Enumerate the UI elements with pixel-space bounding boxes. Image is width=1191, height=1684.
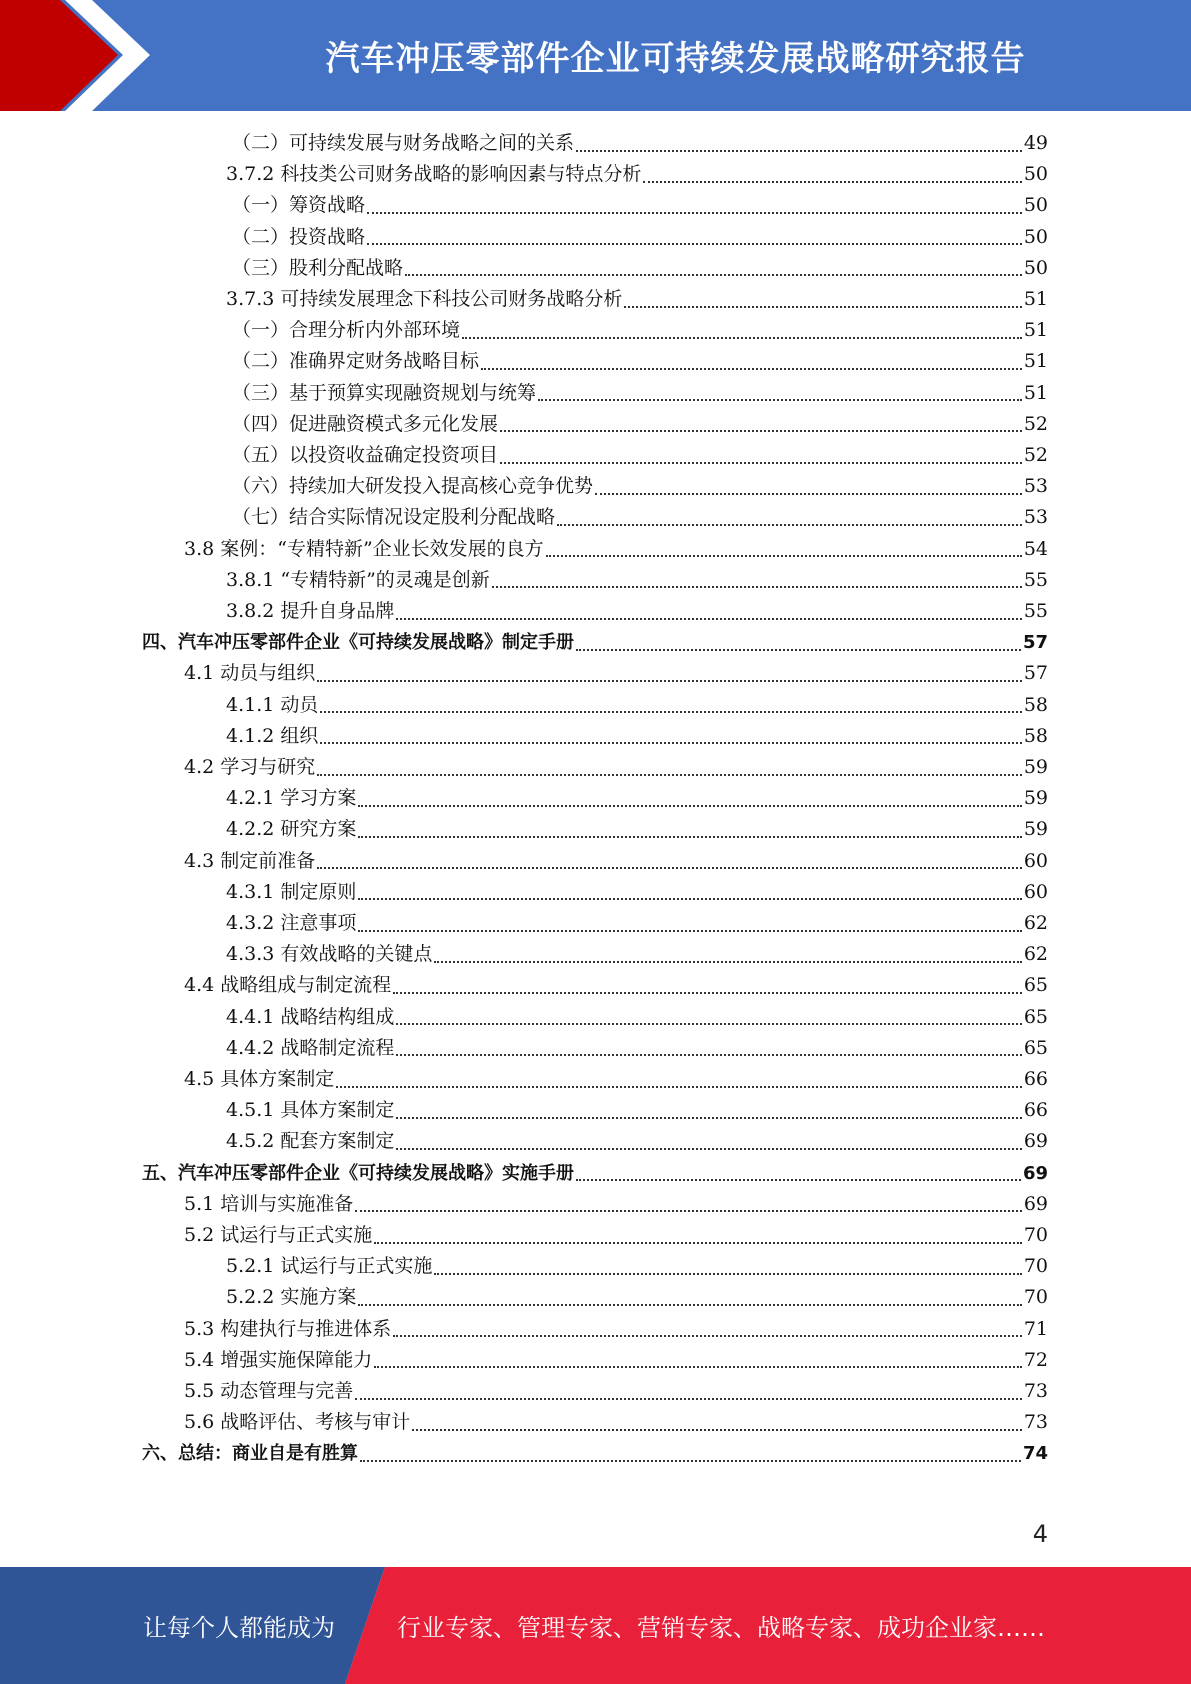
toc-dot-leader xyxy=(396,1054,1021,1056)
toc-entry-title: 六、总结：商业自是有胜算 xyxy=(142,1443,358,1465)
toc-entry-page: 51 xyxy=(1023,288,1048,310)
toc-entry[interactable] xyxy=(226,877,1048,908)
toc-entry-title: 5.4 增强实施保障能力 xyxy=(184,1348,373,1371)
page-number: 4 xyxy=(1032,1520,1048,1548)
toc-entry[interactable] xyxy=(226,814,1048,845)
toc-dot-leader xyxy=(396,1148,1021,1150)
toc-dot-leader xyxy=(396,1023,1021,1025)
toc-entry-title: （一）筹资战略 xyxy=(232,194,366,217)
toc-entry-title: 3.7.3 可持续发展理念下科技公司财务战略分析 xyxy=(226,288,623,310)
toc-entry-page: 58 xyxy=(1023,724,1048,747)
toc-entry-page: 73 xyxy=(1023,1411,1048,1434)
toc-entry[interactable] xyxy=(226,1251,1048,1282)
toc-entry[interactable] xyxy=(184,1064,1048,1095)
toc-entry[interactable] xyxy=(226,908,1048,939)
toc-entry-page: 57 xyxy=(1022,632,1048,654)
toc-dot-leader xyxy=(355,1398,1022,1400)
toc-entry[interactable] xyxy=(232,315,1048,346)
toc-dot-leader xyxy=(355,1210,1022,1212)
toc-entry[interactable] xyxy=(184,1220,1048,1251)
toc-entry-title: 5.2.1 试运行与正式实施 xyxy=(226,1255,433,1278)
toc-entry-page: 72 xyxy=(1023,1348,1048,1371)
toc-dot-leader xyxy=(624,306,1021,308)
toc-entry[interactable] xyxy=(184,1345,1048,1376)
toc-entry[interactable] xyxy=(184,970,1048,1001)
toc-dot-leader xyxy=(500,430,1022,432)
toc-dot-leader xyxy=(405,274,1022,276)
toc-entry[interactable] xyxy=(232,253,1048,284)
toc-entry[interactable] xyxy=(226,284,1048,315)
toc-entry-title: 4.1.2 组织 xyxy=(226,724,319,747)
toc-entry-page: 49 xyxy=(1023,132,1048,154)
toc-entry-page: 51 xyxy=(1023,381,1048,404)
toc-entry-page: 53 xyxy=(1023,475,1048,498)
toc-dot-leader xyxy=(358,930,1021,932)
toc-entry-title: 4.5 具体方案制定 xyxy=(184,1068,335,1090)
toc-entry[interactable] xyxy=(232,190,1048,221)
toc-dot-leader xyxy=(367,212,1022,214)
toc-entry-page: 71 xyxy=(1023,1317,1048,1340)
toc-entry-page: 60 xyxy=(1023,880,1048,903)
toc-entry-title: （二）准确界定财务战略目标 xyxy=(232,350,480,373)
toc-entry-title: （六）持续加大研发投入提高核心竞争优势 xyxy=(232,475,594,498)
toc-entry-title: 4.5.1 具体方案制定 xyxy=(226,1099,395,1122)
toc-dot-leader xyxy=(358,1304,1021,1306)
toc-entry-page: 55 xyxy=(1023,600,1048,622)
toc-dot-leader xyxy=(576,150,1022,152)
toc-entry-page: 59 xyxy=(1023,756,1048,778)
toc-entry-page: 51 xyxy=(1023,350,1048,373)
toc-entry-page: 65 xyxy=(1023,1036,1048,1059)
toc-entry[interactable] xyxy=(226,159,1048,190)
toc-entry-title: 五、汽车冲压零部件企业《可持续发展战略》实施手册 xyxy=(142,1162,574,1184)
toc-entry-title: （二）可持续发展与财务战略之间的关系 xyxy=(232,132,575,154)
toc-entry[interactable] xyxy=(226,565,1048,596)
toc-dot-leader xyxy=(500,462,1022,464)
toc-entry-title: 4.1 动员与组织 xyxy=(184,662,316,685)
toc-entry-title: 3.7.2 科技类公司财务战略的影响因素与特点分析 xyxy=(226,163,642,186)
toc-entry-page: 62 xyxy=(1023,912,1048,934)
toc-entry-page: 53 xyxy=(1023,506,1048,529)
toc-entry-page: 54 xyxy=(1023,537,1048,560)
toc-entry-title: 四、汽车冲压零部件企业《可持续发展战略》制定手册 xyxy=(142,632,574,654)
toc-dot-leader xyxy=(393,1335,1022,1337)
toc-dot-leader xyxy=(358,805,1021,807)
footer-slogan-left: 让每个人都能成为 xyxy=(143,1614,335,1642)
toc-entry-page: 69 xyxy=(1023,1130,1048,1153)
toc-entry[interactable] xyxy=(226,939,1048,970)
toc-entry-page: 59 xyxy=(1023,818,1048,841)
toc-entry-page: 74 xyxy=(1022,1443,1048,1465)
toc-entry-title: （二）投资战略 xyxy=(232,225,366,248)
toc-entry-title: （三）基于预算实现融资规划与统筹 xyxy=(232,381,537,404)
toc-entry[interactable] xyxy=(232,222,1048,253)
toc-entry[interactable] xyxy=(142,627,1048,658)
toc-entry-title: 4.2.2 研究方案 xyxy=(226,818,357,841)
toc-entry[interactable] xyxy=(184,1189,1048,1220)
toc-entry-title: 5.2.2 实施方案 xyxy=(226,1286,357,1309)
toc-entry[interactable] xyxy=(184,1314,1048,1345)
toc-entry-title: 4.3.3 有效战略的关键点 xyxy=(226,943,433,966)
toc-dot-leader xyxy=(317,680,1022,682)
toc-entry-title: 4.5.2 配套方案制定 xyxy=(226,1130,395,1153)
toc-entry-title: （五）以投资收益确定投资项目 xyxy=(232,444,499,466)
toc-dot-leader xyxy=(557,524,1022,526)
toc-entry[interactable] xyxy=(226,1126,1048,1157)
toc-entry-title: （四）促进融资模式多元化发展 xyxy=(232,412,499,435)
header-chevron-icon xyxy=(0,0,180,111)
toc-entry-title: 5.5 动态管理与完善 xyxy=(184,1380,354,1402)
toc-dot-leader xyxy=(358,898,1021,900)
toc-entry[interactable] xyxy=(226,1095,1048,1126)
toc-dot-leader xyxy=(576,1179,1021,1181)
toc-entry[interactable] xyxy=(184,534,1048,565)
toc-entry-page: 70 xyxy=(1023,1224,1048,1246)
toc-dot-leader xyxy=(492,586,1022,588)
toc-dot-leader xyxy=(538,399,1022,401)
toc-entry-page: 50 xyxy=(1023,225,1048,248)
toc-entry-title: 4.2.1 学习方案 xyxy=(226,787,357,810)
toc-entry-title: 5.6 战略评估、考核与审计 xyxy=(184,1411,411,1434)
toc-entry-page: 70 xyxy=(1023,1286,1048,1309)
toc-entry-page: 73 xyxy=(1023,1380,1048,1402)
toc-dot-leader xyxy=(317,867,1022,869)
toc-entry-page: 50 xyxy=(1023,256,1048,279)
toc-entry-page: 62 xyxy=(1023,943,1048,966)
toc-entry-page: 66 xyxy=(1023,1099,1048,1122)
toc-entry-title: （三）股利分配战略 xyxy=(232,256,404,279)
toc-entry-title: 5.2 试运行与正式实施 xyxy=(184,1224,373,1246)
toc-entry-title: 4.1.1 动员 xyxy=(226,693,319,716)
toc-entry[interactable] xyxy=(226,596,1048,627)
toc-entry[interactable] xyxy=(226,1033,1048,1064)
toc-dot-leader xyxy=(462,337,1022,339)
toc-entry-page: 66 xyxy=(1023,1068,1048,1090)
toc-entry[interactable] xyxy=(184,752,1048,783)
toc-entry[interactable] xyxy=(232,471,1048,502)
toc-dot-leader xyxy=(336,1086,1022,1088)
toc-entry[interactable] xyxy=(226,783,1048,814)
toc-entry[interactable] xyxy=(184,1407,1048,1438)
toc-entry-page: 51 xyxy=(1023,319,1048,342)
toc-entry[interactable] xyxy=(232,502,1048,533)
toc-entry-page: 52 xyxy=(1023,412,1048,435)
toc-dot-leader xyxy=(481,368,1022,370)
toc-entry-title: 5.1 培训与实施准备 xyxy=(184,1192,354,1215)
toc-entry-page: 59 xyxy=(1023,787,1048,810)
document-title: 汽车冲压零部件企业可持续发展战略研究报告 xyxy=(325,39,1026,79)
toc-entry-page: 65 xyxy=(1023,1005,1048,1028)
toc-dot-leader xyxy=(434,1273,1021,1275)
toc-entry[interactable] xyxy=(232,409,1048,440)
toc-entry-title: 3.8.1 “专精特新”的灵魂是创新 xyxy=(226,568,490,591)
toc-dot-leader xyxy=(396,618,1021,620)
toc-entry-page: 70 xyxy=(1023,1255,1048,1278)
toc-entry[interactable] xyxy=(226,1282,1048,1313)
toc-entry[interactable] xyxy=(232,440,1048,471)
toc-entry[interactable] xyxy=(226,1002,1048,1033)
toc-entry-page: 55 xyxy=(1023,568,1048,591)
toc-entry[interactable] xyxy=(232,128,1048,159)
toc-entry-title: 4.3 制定前准备 xyxy=(184,849,316,872)
toc-dot-leader xyxy=(393,992,1022,994)
toc-dot-leader xyxy=(320,742,1021,744)
toc-entry-title: 4.4.2 战略制定流程 xyxy=(226,1036,395,1059)
toc-entry-page: 69 xyxy=(1022,1162,1048,1184)
toc-entry-page: 58 xyxy=(1023,693,1048,716)
footer-slogan-right: 行业专家、管理专家、营销专家、战略专家、成功企业家…… xyxy=(397,1614,1045,1642)
toc-dot-leader xyxy=(396,1117,1021,1119)
toc-entry-title: 4.4 战略组成与制定流程 xyxy=(184,974,392,997)
toc-entry[interactable] xyxy=(184,846,1048,877)
toc-entry-title: 4.4.1 战略结构组成 xyxy=(226,1005,395,1028)
toc-dot-leader xyxy=(412,1429,1022,1431)
toc-entry-title: 4.3.1 制定原则 xyxy=(226,880,357,903)
toc-entry-title: 5.3 构建执行与推进体系 xyxy=(184,1317,392,1340)
toc-entry[interactable] xyxy=(184,658,1048,689)
toc-dot-leader xyxy=(546,555,1022,557)
toc-entry-page: 65 xyxy=(1023,974,1048,997)
toc-entry-title: （七）结合实际情况设定股利分配战略 xyxy=(232,506,556,529)
toc-entry-title: 4.2 学习与研究 xyxy=(184,756,316,778)
toc-entry-title: （一）合理分析内外部环境 xyxy=(232,319,461,342)
toc-dot-leader xyxy=(374,1366,1022,1368)
toc-entry-title: 3.8.2 提升自身品牌 xyxy=(226,600,395,622)
toc-entry-page: 69 xyxy=(1023,1192,1048,1215)
toc-entry-title: 3.8 案例：“专精特新”企业长效发展的良方 xyxy=(184,537,544,560)
toc-entry-page: 60 xyxy=(1023,849,1048,872)
toc-dot-leader xyxy=(374,1242,1022,1244)
toc-dot-leader xyxy=(434,961,1021,963)
toc-entry[interactable] xyxy=(184,1376,1048,1407)
toc-entry-page: 57 xyxy=(1023,662,1048,685)
page-header xyxy=(0,0,1191,111)
toc-dot-leader xyxy=(320,711,1021,713)
toc-dot-leader xyxy=(367,243,1022,245)
toc-entry[interactable] xyxy=(226,690,1048,721)
toc-dot-leader xyxy=(317,774,1022,776)
toc-dot-leader xyxy=(576,649,1021,651)
toc-entry[interactable] xyxy=(142,1438,1048,1469)
toc-entry[interactable] xyxy=(226,721,1048,752)
toc-entry[interactable] xyxy=(232,378,1048,409)
toc-dot-leader xyxy=(358,836,1021,838)
toc-entry-page: 52 xyxy=(1023,444,1048,466)
toc-entry[interactable] xyxy=(142,1158,1048,1189)
toc-entry-page: 50 xyxy=(1023,194,1048,217)
page-footer xyxy=(0,1567,1191,1684)
toc-entry-title: 4.3.2 注意事项 xyxy=(226,912,357,934)
toc-entry[interactable] xyxy=(232,346,1048,377)
toc-dot-leader xyxy=(360,1460,1021,1462)
toc-dot-leader xyxy=(643,181,1021,183)
toc-entry-page: 50 xyxy=(1023,163,1048,186)
toc-dot-leader xyxy=(595,493,1022,495)
